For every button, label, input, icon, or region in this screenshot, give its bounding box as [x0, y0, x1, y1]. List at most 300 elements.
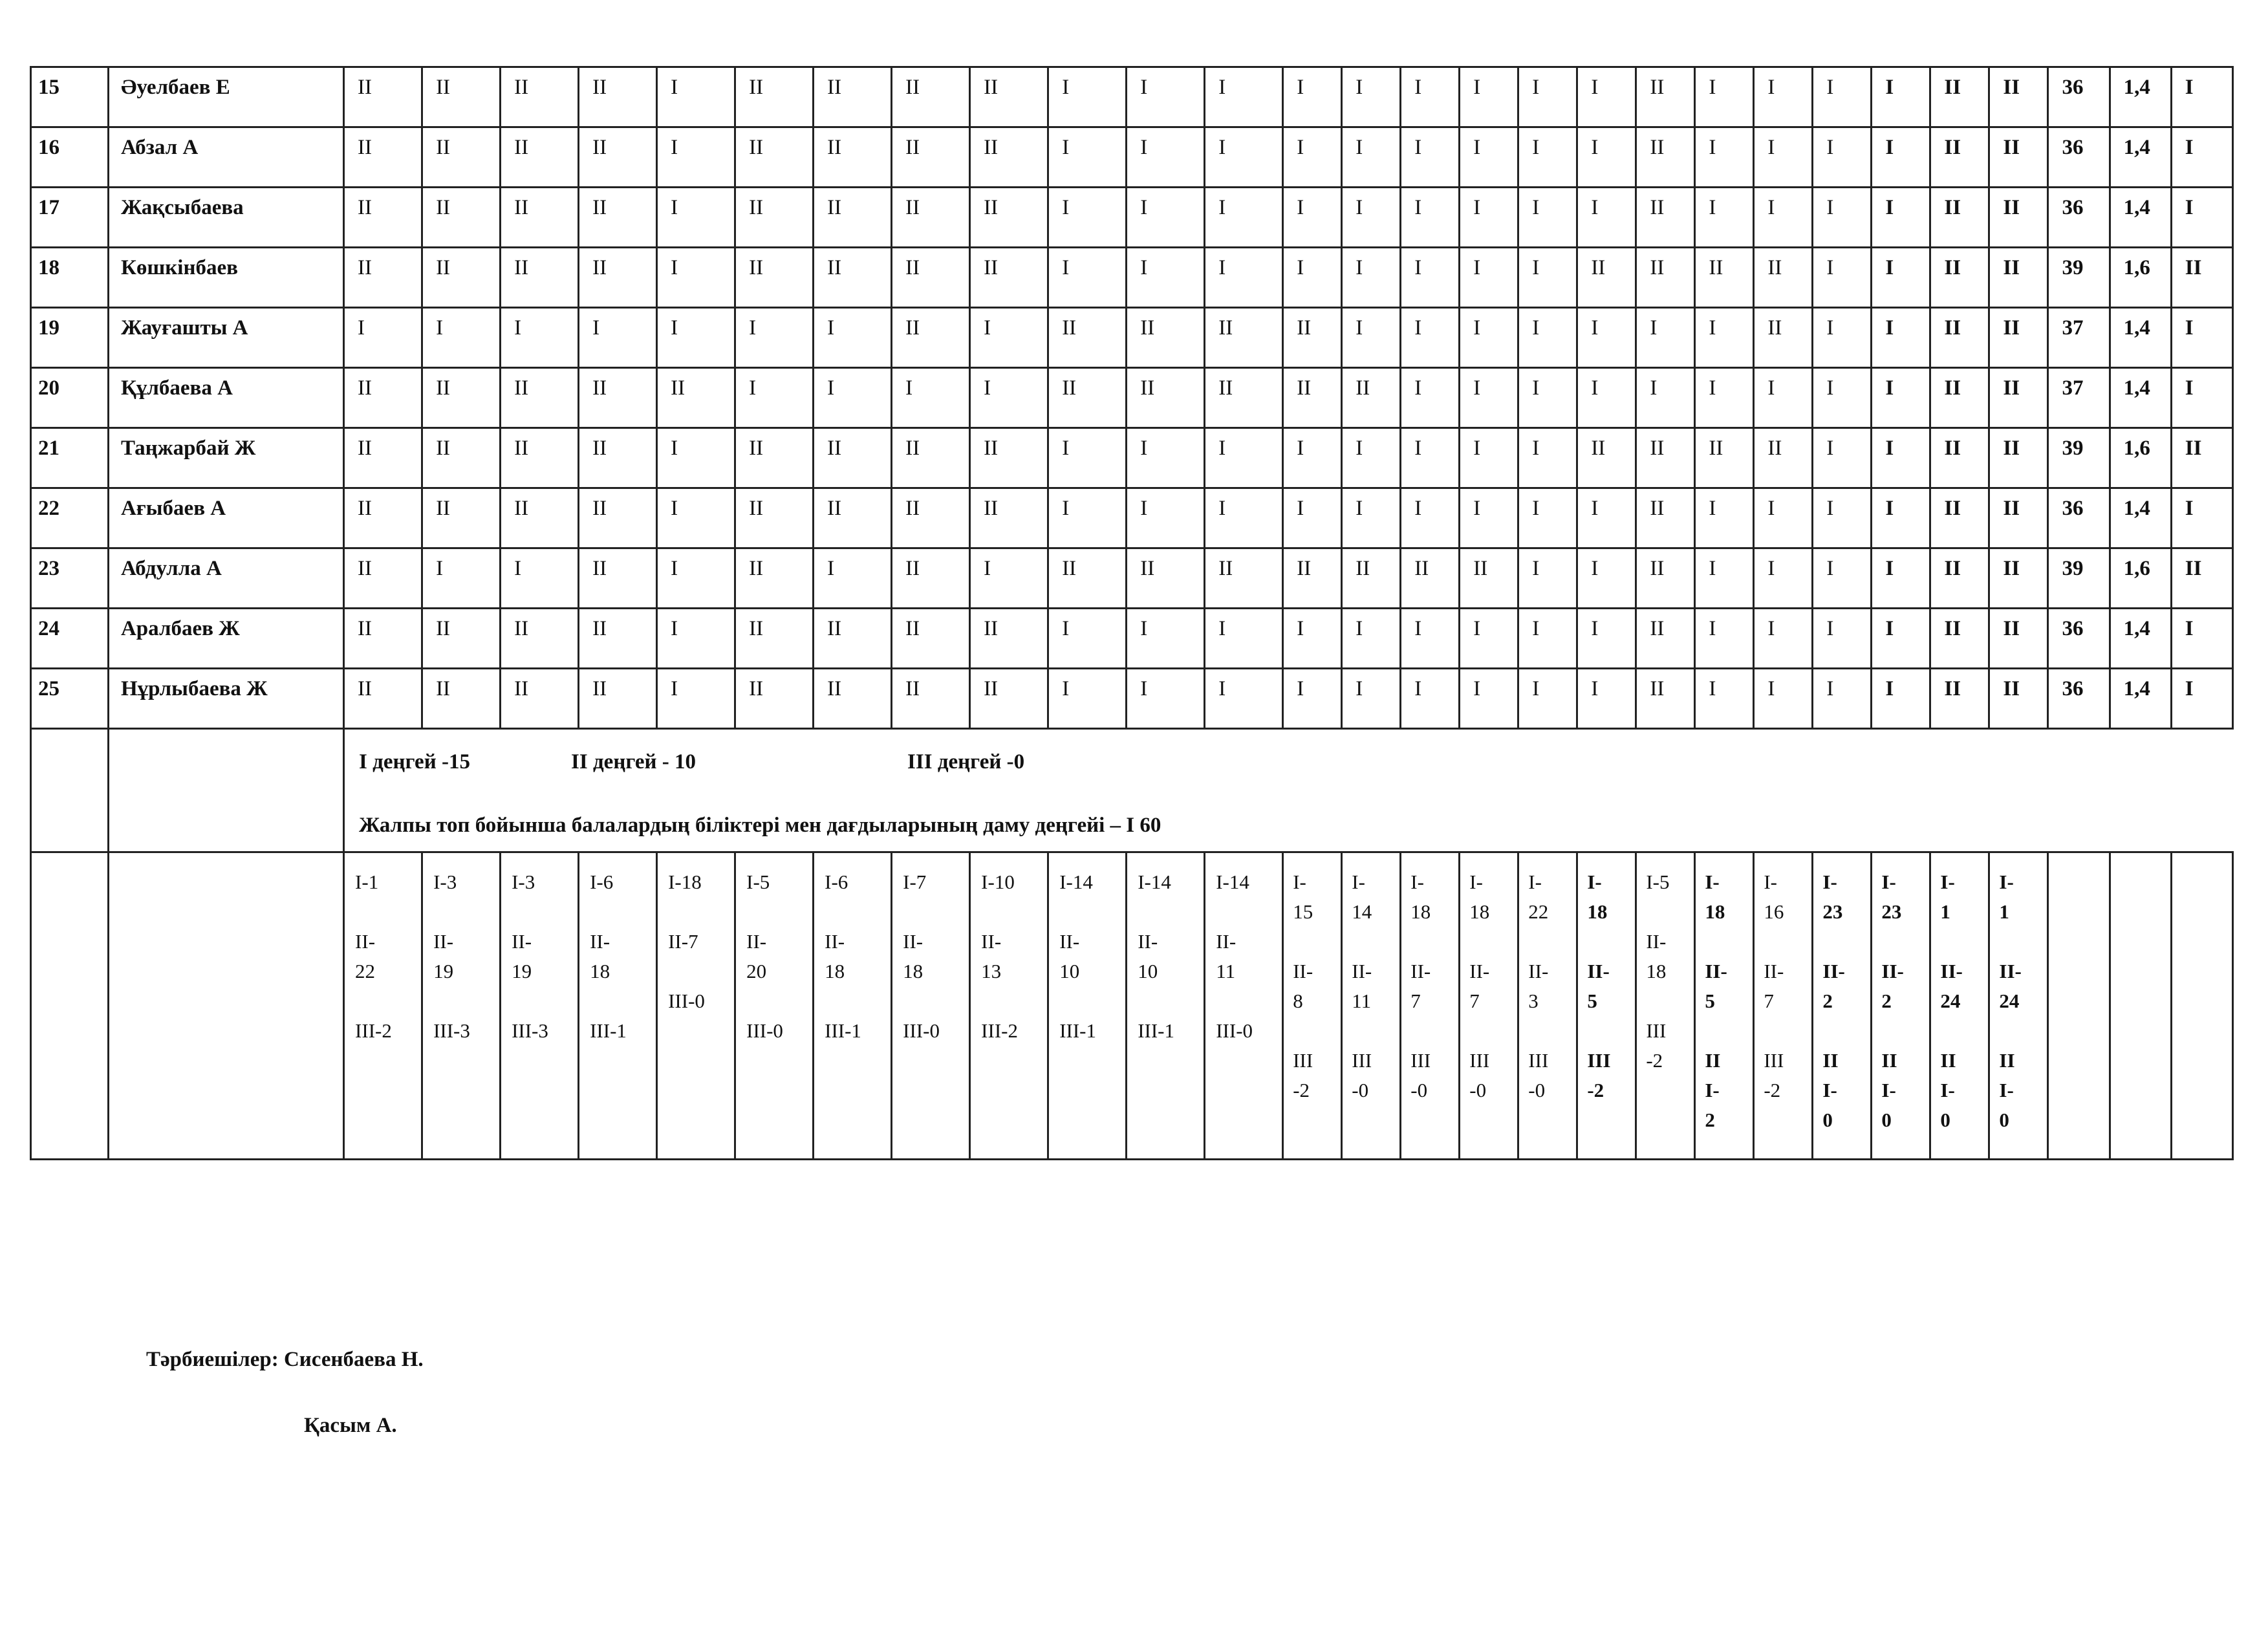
mark-cell-text: I — [1355, 437, 1363, 460]
total-score — [2048, 368, 2110, 428]
mark-cell-text: II — [358, 196, 373, 219]
mark-cell-text: I — [1885, 677, 1894, 700]
mark-cell-text: I — [1140, 256, 1148, 279]
mark-cell — [1930, 308, 1989, 368]
table-row — [31, 188, 2233, 248]
mark-cell-text: II — [1414, 557, 1429, 580]
mark-cell-text: II — [592, 136, 607, 159]
mark-cell — [1636, 67, 1695, 127]
mark-cell — [1695, 548, 1754, 609]
mark-cell-text: II — [1297, 316, 1312, 340]
mark-cell-text: II — [358, 497, 373, 520]
mark-cell-text: II — [358, 256, 373, 279]
student-name — [108, 127, 343, 188]
mark-cell-text: II — [1944, 497, 1961, 520]
mark-cell-text: II — [436, 76, 451, 99]
mark-cell — [1460, 188, 1518, 248]
mark-cell-text: II — [1944, 677, 1961, 700]
mark-cell — [1460, 368, 1518, 428]
mark-cell — [970, 548, 1048, 609]
mark-cell-text: II — [358, 76, 373, 99]
row-number-text: 21 — [38, 437, 59, 460]
mark-cell-text: I — [1218, 617, 1226, 640]
mark-cell-text: II — [749, 256, 764, 279]
mark-cell — [344, 368, 422, 428]
distribution-text: I-1 II- 22 III-2 — [355, 871, 392, 1042]
mark-cell-text: II — [1218, 376, 1233, 400]
mark-cell — [1518, 67, 1577, 127]
mark-cell-text: II — [749, 497, 764, 520]
level-cell — [2171, 308, 2232, 368]
mark-cell — [1048, 248, 1127, 308]
mark-cell-text: I — [1591, 497, 1599, 520]
signature-line-2: Қасым А. — [304, 1414, 397, 1437]
mark-cell-text: II — [1944, 376, 1961, 400]
mark-cell-text: I — [1355, 256, 1363, 279]
mark-cell — [1518, 428, 1577, 488]
mark-cell-text: I — [1591, 76, 1599, 99]
mark-cell-text: I — [1414, 136, 1422, 159]
distribution-text: I- 18 II- 5 II I- 2 — [1705, 871, 1727, 1131]
total-score — [2048, 488, 2110, 548]
distribution-text: I- 22 II- 3 III -0 — [1528, 871, 1549, 1101]
mark-cell-text: I — [1218, 76, 1226, 99]
mark-cell — [1401, 669, 1460, 729]
mark-cell — [1989, 548, 2048, 609]
level-cell-text: I — [2185, 316, 2194, 340]
mark-cell — [344, 248, 422, 308]
distribution-cell — [501, 852, 579, 1160]
mark-cell — [1989, 308, 2048, 368]
distribution-text: I- 15 II- 8 III -2 — [1293, 871, 1313, 1101]
mark-cell — [1518, 308, 1577, 368]
mark-cell — [1872, 609, 1930, 669]
mark-cell-text: II — [827, 76, 842, 99]
student-name-text: Әуелбаев Е — [120, 76, 230, 99]
mark-cell-text: II — [514, 677, 529, 700]
mark-cell — [1205, 669, 1283, 729]
row-number — [31, 67, 109, 127]
mark-cell-text: I — [1885, 497, 1894, 520]
row-number — [31, 428, 109, 488]
distribution-cell — [1048, 852, 1127, 1160]
mark-cell-text: II — [514, 376, 529, 400]
mark-cell-text: II — [1140, 376, 1155, 400]
mark-cell — [1048, 308, 1127, 368]
mark-cell — [1695, 488, 1754, 548]
mark-cell — [1460, 127, 1518, 188]
mark-cell — [1930, 488, 1989, 548]
mark-cell-text: II — [905, 316, 920, 340]
mark-cell — [1048, 127, 1127, 188]
mark-cell — [1283, 669, 1342, 729]
mark-cell — [1930, 428, 1989, 488]
distribution-cell — [1342, 852, 1401, 1160]
average-score — [2110, 669, 2171, 729]
distribution-text: I-10 II- 13 III-2 — [981, 871, 1018, 1042]
distribution-text: I- 1 II- 24 II I- 0 — [1999, 871, 2022, 1131]
mark-cell — [579, 609, 657, 669]
mark-cell-text: I — [1885, 617, 1894, 640]
mark-cell-text: II — [827, 136, 842, 159]
mark-cell-text: II — [592, 677, 607, 700]
mark-cell — [1342, 368, 1401, 428]
mark-cell — [814, 368, 892, 428]
mark-cell — [1283, 188, 1342, 248]
distribution-cell — [1636, 852, 1695, 1160]
mark-cell-text: I — [1473, 196, 1481, 219]
mark-cell — [814, 67, 892, 127]
mark-cell — [1205, 188, 1283, 248]
mark-cell — [1695, 188, 1754, 248]
total-score-text: 36 — [2062, 617, 2084, 640]
mark-cell — [735, 67, 814, 127]
mark-cell — [735, 548, 814, 609]
mark-cell-text: I — [671, 677, 678, 700]
level-cell — [2171, 488, 2232, 548]
distribution-cell — [1577, 852, 1636, 1160]
mark-cell-text: II — [592, 617, 607, 640]
mark-cell-text: II — [1650, 617, 1665, 640]
level-cell-text: II — [2185, 256, 2202, 279]
distribution-text: I-3 II- 19 III-3 — [512, 871, 548, 1042]
total-score-text: 37 — [2062, 376, 2084, 400]
mark-cell — [1813, 609, 1872, 669]
mark-cell — [1636, 428, 1695, 488]
student-name-text: Абдулла А — [120, 557, 222, 580]
distribution-text — [2049, 853, 2108, 867]
average-score-text: 1,4 — [2123, 376, 2150, 400]
mark-cell — [814, 609, 892, 669]
mark-cell-text: I — [1885, 316, 1894, 340]
mark-cell-text: I — [1297, 497, 1304, 520]
summary-empty-num — [31, 729, 109, 852]
mark-cell — [1401, 188, 1460, 248]
mark-cell — [1695, 308, 1754, 368]
mark-cell-text: I — [1826, 316, 1834, 340]
mark-cell-text: II — [1062, 557, 1077, 580]
total-score — [2048, 308, 2110, 368]
mark-cell-text: II — [1297, 376, 1312, 400]
mark-cell — [1754, 428, 1813, 488]
mark-cell — [1205, 67, 1283, 127]
mark-cell-text: II — [827, 256, 842, 279]
mark-cell — [814, 188, 892, 248]
distribution-text — [2111, 853, 2170, 867]
mark-cell-text: I — [1140, 76, 1148, 99]
distribution-text: I-6 II- 18 III-1 — [590, 871, 627, 1042]
mark-cell-text: I — [984, 557, 991, 580]
student-name-text: Аралбаев Ж — [120, 617, 240, 640]
mark-cell — [970, 669, 1048, 729]
mark-cell — [1930, 609, 1989, 669]
mark-cell — [1695, 248, 1754, 308]
row-number-text: 25 — [38, 677, 59, 700]
mark-cell-text: I — [1532, 196, 1540, 219]
mark-cell-text: I — [1218, 196, 1226, 219]
mark-cell — [657, 308, 735, 368]
mark-cell — [892, 428, 970, 488]
mark-cell-text: I — [1532, 136, 1540, 159]
mark-cell-text: I — [1140, 136, 1148, 159]
row-number — [31, 127, 109, 188]
mark-cell — [1518, 248, 1577, 308]
distribution-text: I-7 II- 18 III-0 — [903, 871, 940, 1042]
total-score — [2048, 548, 2110, 609]
mark-cell — [970, 67, 1048, 127]
mark-cell — [1283, 127, 1342, 188]
mark-cell-text: I — [1140, 497, 1148, 520]
mark-cell — [1813, 188, 1872, 248]
mark-cell — [1813, 67, 1872, 127]
level-cell-text: I — [2185, 376, 2194, 400]
mark-cell — [1989, 67, 2048, 127]
mark-cell-text: II — [905, 557, 920, 580]
mark-cell-text: II — [1650, 136, 1665, 159]
mark-cell-text: I — [1650, 376, 1658, 400]
student-name — [108, 609, 343, 669]
mark-cell — [501, 248, 579, 308]
mark-cell — [1577, 368, 1636, 428]
level-cell-text: II — [2185, 557, 2202, 580]
distribution-cell — [1518, 852, 1577, 1160]
mark-cell — [1930, 248, 1989, 308]
student-name — [108, 488, 343, 548]
mark-cell-text: II — [905, 256, 920, 279]
mark-cell-text: II — [436, 617, 451, 640]
mark-cell-text: I — [436, 316, 444, 340]
average-score — [2110, 488, 2171, 548]
distribution-empty-num — [31, 852, 109, 1160]
total-score-text: 39 — [2062, 437, 2084, 460]
average-score — [2110, 609, 2171, 669]
mark-cell — [657, 609, 735, 669]
overall-level: Жалпы топ бойынша балалардың біліктері мен дағдыларының даму деңгейі – I 60 — [359, 814, 1161, 837]
mark-cell-text: I — [1532, 316, 1540, 340]
mark-cell-text: II — [436, 136, 451, 159]
mark-cell — [579, 67, 657, 127]
mark-cell-text: I — [1532, 76, 1540, 99]
mark-cell-text: II — [514, 256, 529, 279]
mark-cell — [579, 669, 657, 729]
mark-cell — [970, 248, 1048, 308]
mark-cell — [1989, 248, 2048, 308]
mark-cell-text: II — [1062, 376, 1077, 400]
mark-cell-text: I — [1885, 76, 1894, 99]
mark-cell — [657, 67, 735, 127]
mark-cell-text: II — [749, 136, 764, 159]
mark-cell — [735, 248, 814, 308]
mark-cell — [1577, 188, 1636, 248]
mark-cell — [1930, 669, 1989, 729]
mark-cell — [814, 548, 892, 609]
mark-cell — [1342, 488, 1401, 548]
level-cell — [2171, 127, 2232, 188]
mark-cell-text: I — [984, 316, 991, 340]
mark-cell-text: II — [905, 76, 920, 99]
mark-cell — [501, 548, 579, 609]
mark-cell-text: I — [358, 316, 365, 340]
level-cell-text: I — [2185, 617, 2194, 640]
mark-cell — [970, 609, 1048, 669]
mark-cell-text: II — [1944, 437, 1961, 460]
student-name-text: Абзал А — [120, 136, 199, 159]
mark-cell — [1127, 127, 1205, 188]
mark-cell-text: II — [984, 497, 999, 520]
mark-cell-text: II — [592, 256, 607, 279]
mark-cell-text: II — [905, 196, 920, 219]
mark-cell-text: I — [1709, 557, 1716, 580]
mark-cell-text: II — [905, 677, 920, 700]
mark-cell — [1518, 548, 1577, 609]
mark-cell-text: I — [1885, 557, 1894, 580]
mark-cell-text: II — [592, 76, 607, 99]
mark-cell — [657, 127, 735, 188]
table-row — [31, 609, 2233, 669]
mark-cell-text: I — [671, 497, 678, 520]
total-score — [2048, 669, 2110, 729]
mark-cell-text: I — [671, 136, 678, 159]
distribution-cell — [1127, 852, 1205, 1160]
row-number-text: 22 — [38, 497, 59, 520]
mark-cell — [814, 428, 892, 488]
mark-cell-text: II — [1355, 376, 1370, 400]
mark-cell — [1283, 428, 1342, 488]
mark-cell-text: II — [1062, 316, 1077, 340]
mark-cell-text: I — [1767, 196, 1775, 219]
mark-cell — [1460, 428, 1518, 488]
mark-cell — [1577, 308, 1636, 368]
total-score — [2048, 188, 2110, 248]
distribution-empty-name — [108, 852, 343, 1160]
average-score-text: 1,6 — [2123, 256, 2150, 279]
mark-cell — [814, 308, 892, 368]
mark-cell — [1342, 308, 1401, 368]
mark-cell — [501, 428, 579, 488]
mark-cell-text: I — [1709, 136, 1716, 159]
distribution-cell — [2048, 852, 2110, 1160]
mark-cell — [1754, 248, 1813, 308]
distribution-cell — [1754, 852, 1813, 1160]
mark-cell — [657, 188, 735, 248]
distribution-cell — [1205, 852, 1283, 1160]
distribution-text: I- 23 II- 2 II I- 0 — [1881, 871, 1904, 1131]
mark-cell — [1342, 248, 1401, 308]
mark-cell — [1636, 188, 1695, 248]
mark-cell — [735, 428, 814, 488]
mark-cell — [814, 488, 892, 548]
mark-cell-text: II — [1709, 256, 1723, 279]
level-cell — [2171, 548, 2232, 609]
mark-cell — [892, 488, 970, 548]
mark-cell — [1518, 669, 1577, 729]
distribution-cell — [1813, 852, 1872, 1160]
mark-cell — [501, 67, 579, 127]
mark-cell-text: II — [1591, 437, 1606, 460]
mark-cell-text: I — [671, 557, 678, 580]
mark-cell — [1283, 308, 1342, 368]
mark-cell-text: II — [1650, 256, 1665, 279]
monitoring-table — [30, 66, 2234, 1160]
mark-cell — [1127, 67, 1205, 127]
mark-cell-text: I — [1826, 437, 1834, 460]
mark-cell-text: I — [1473, 256, 1481, 279]
table-row — [31, 127, 2233, 188]
mark-cell-text: I — [1473, 437, 1481, 460]
table-row — [31, 67, 2233, 127]
distribution-text: I-14 II- 10 III-1 — [1059, 871, 1096, 1042]
mark-cell-text: II — [1944, 256, 1961, 279]
mark-cell-text: I — [1591, 196, 1599, 219]
mark-cell-text: II — [358, 677, 373, 700]
mark-cell-text: I — [1473, 376, 1481, 400]
mark-cell — [1401, 248, 1460, 308]
mark-cell-text: I — [827, 316, 835, 340]
mark-cell — [1872, 308, 1930, 368]
distribution-cell — [1460, 852, 1518, 1160]
mark-cell — [1636, 308, 1695, 368]
mark-cell — [892, 368, 970, 428]
total-score-text: 39 — [2062, 557, 2084, 580]
student-name — [108, 368, 343, 428]
mark-cell-text: I — [1532, 557, 1540, 580]
mark-cell — [1460, 609, 1518, 669]
mark-cell-text: II — [1650, 677, 1665, 700]
mark-cell-text: II — [1218, 316, 1233, 340]
mark-cell — [1577, 127, 1636, 188]
mark-cell-text: I — [1591, 136, 1599, 159]
mark-cell-text: I — [1297, 136, 1304, 159]
average-score-text: 1,4 — [2123, 677, 2150, 700]
mark-cell — [1872, 67, 1930, 127]
mark-cell — [1127, 609, 1205, 669]
row-number-text: 18 — [38, 256, 59, 279]
mark-cell-text: I — [1473, 76, 1481, 99]
mark-cell-text: II — [984, 76, 999, 99]
mark-cell-text: II — [1767, 437, 1782, 460]
mark-cell-text: I — [1767, 677, 1775, 700]
mark-cell-text: I — [1414, 256, 1422, 279]
average-score-text: 1,4 — [2123, 196, 2150, 219]
mark-cell — [579, 428, 657, 488]
mark-cell — [344, 127, 422, 188]
total-score-text: 36 — [2062, 76, 2084, 99]
mark-cell — [1518, 368, 1577, 428]
mark-cell — [1205, 127, 1283, 188]
mark-cell — [422, 188, 501, 248]
total-score-text: 36 — [2062, 196, 2084, 219]
mark-cell — [1342, 548, 1401, 609]
mark-cell-text: I — [1709, 316, 1716, 340]
mark-cell-text: II — [1297, 557, 1312, 580]
mark-cell — [1205, 248, 1283, 308]
summary-empty-name — [108, 729, 343, 852]
mark-cell-text: II — [1767, 316, 1782, 340]
mark-cell-text: I — [1709, 617, 1716, 640]
row-number — [31, 488, 109, 548]
mark-cell-text: II — [514, 196, 529, 219]
distribution-cell — [2110, 852, 2171, 1160]
student-name — [108, 669, 343, 729]
mark-cell — [892, 548, 970, 609]
mark-cell — [1205, 488, 1283, 548]
average-score — [2110, 188, 2171, 248]
mark-cell — [422, 67, 501, 127]
mark-cell — [1695, 67, 1754, 127]
mark-cell-text: I — [749, 316, 757, 340]
mark-cell — [1754, 188, 1813, 248]
mark-cell — [1205, 428, 1283, 488]
